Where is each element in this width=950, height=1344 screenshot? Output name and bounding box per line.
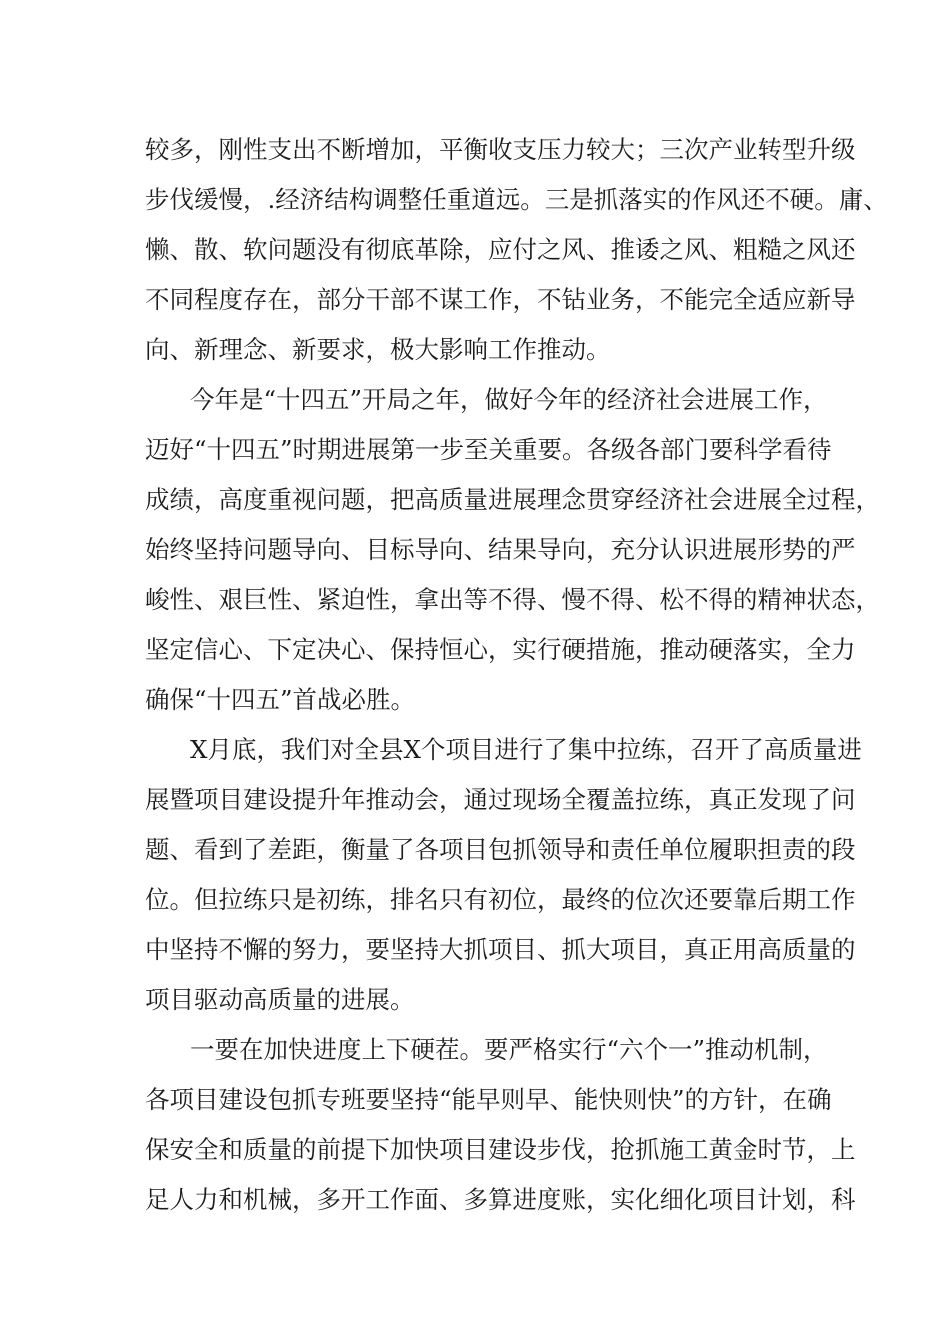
text-line: 坚定信心、下定决心、保持恒心，实行硬措施，推动硬落实，全力 (145, 635, 856, 664)
text-line: 足人力和机械，多开工作面、多算进度账，实化细化项目计划，科 (145, 1185, 856, 1214)
paragraph-start-line: 今年是“十四五”开局之年，做好今年的经济社会进展工作， (190, 385, 828, 414)
text-line: 中坚持不懈的努力，要坚持大抓项目、抓大项目，真正用高质量的 (145, 935, 856, 964)
text-line: 迈好“十四五”时期进展第一步至关重要。各级各部门要科学看待 (145, 435, 832, 464)
text-line: 峻性、艰巨性、紧迫性，拿出等不得、慢不得、松不得的精神状态， (145, 585, 880, 614)
text-line: 题、看到了差距，衡量了各项目包抓领导和责任单位履职担责的段 (145, 835, 856, 864)
paragraph-start-line: 一要在加快进度上下硬茬。要严格实行“六个一”推动机制， (190, 1035, 828, 1064)
text-line: 不同程度存在，部分干部不谋工作，不钻业务，不能完全适应新导 (145, 285, 856, 314)
text-line: 较多，刚性支出不断增加，平衡收支压力较大；三次产业转型升级 (145, 135, 856, 164)
text-line: 确保“十四五”首战必胜。 (145, 685, 416, 714)
text-line: 项目驱动高质量的进展。 (145, 985, 415, 1014)
paragraph-start-line: X月底，我们对全县X个项目进行了集中拉练，召开了高质量进 (190, 735, 862, 764)
text-line: 保安全和质量的前提下加快项目建设步伐，抢抓施工黄金时节，上 (145, 1135, 856, 1164)
text-line: 始终坚持问题导向、目标导向、结果导向，充分认识进展形势的严 (145, 535, 856, 564)
text-line: 各项目建设包抓专班要坚持“能早则早、能快则快”的方针，在确 (145, 1085, 832, 1114)
text-line: 展暨项目建设提升年推动会，通过现场全覆盖拉练，真正发现了问 (145, 785, 856, 814)
text-line: 成绩，高度重视问题，把高质量进展理念贯穿经济社会进展全过程， (145, 485, 880, 514)
text-line: 步伐缓慢，.经济结构调整任重道远。三是抓落实的作风还不硬。庸、 (145, 185, 888, 214)
text-line: 位。但拉练只是初练，排名只有初位，最终的位次还要靠后期工作 (145, 885, 856, 914)
text-line: 懒、散、软问题没有彻底革除，应付之风、推诿之风、粗糙之风还 (145, 235, 856, 264)
text-line: 向、新理念、新要求，极大影响工作推动。 (145, 335, 611, 364)
